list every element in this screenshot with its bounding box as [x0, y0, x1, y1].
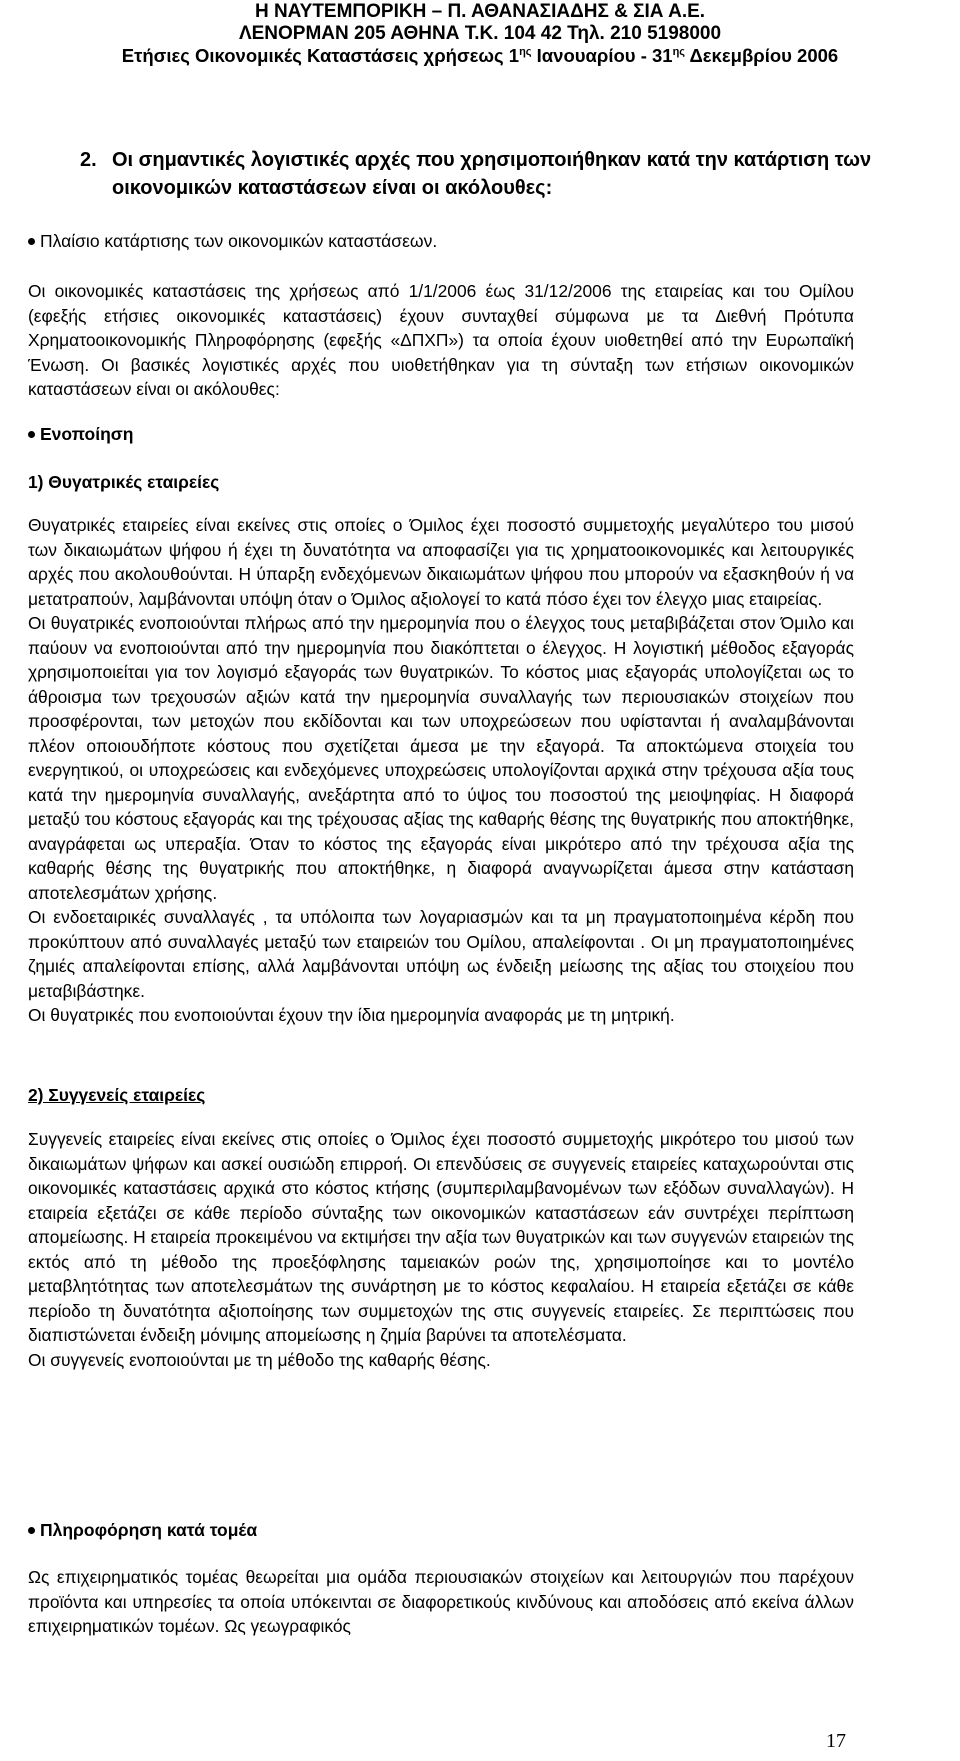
bullet-icon	[28, 1527, 35, 1534]
segments-paragraph: Ως επιχειρηματικός τομέας θεωρείται μια ομάδα περιουσιακών στοιχείων και λειτουργιών που παρέχουν προϊόντα και υπηρεσίες τα οποία υπόκεινται σε διαφορετικούς κινδύνους και αποδόσεις από εκείνα άλλων επιχειρηματικών τομέων. Ως γεωγραφικός	[28, 1567, 854, 1636]
associates-paragraph-2: Οι συγγενείς ενοποιούνται με τη μέθοδο της καθαρής θέσης.	[28, 1349, 491, 1370]
bullet-icon	[28, 431, 35, 438]
section-number: 2.	[80, 149, 97, 171]
page-number: 17	[826, 1730, 846, 1752]
associates-section	[28, 1127, 854, 1372]
subsidiaries-section	[28, 513, 854, 1028]
subsidiaries-heading: 1) Θυγατρικές εταιρείες	[28, 472, 220, 492]
subsidiaries-paragraph-3: Οι ενδοεταιρικές συναλλαγές , τα υπόλοιπα των λογαριασμών και τα μη πραγματοποιημένα κέρδη που προκύπτουν από συναλλαγές μεταξύ των εταιρειών του Ομίλου, απαλείφονται . Οι μη πραγματοποιημένες ζημιές απαλείφονται επίσης, αλλά λαμβάνονται υπόψη ως ένδειξη μείωσης της αξίας του στοιχείου που μεταβιβάστηκε.	[28, 907, 854, 1001]
framework-paragraph: Οι οικονομικές καταστάσεις της χρήσεως από 1/1/2006 έως 31/12/2006 της εταιρείας και του Ομίλου (εφεξής ετήσιες οικονομικές καταστάσεις) έχουν συνταχθεί σύμφωνα με τα Διεθνή Πρότυπα Χρηματοοικονομικής Πληροφόρησης (εφεξής «ΔΠΧΠ») τα οποία έχουν υιοθετηθεί από την Ευρωπαϊκή Ένωση. Οι βασικές λογιστικές αρχές που υιοθετήθηκαν για τη σύνταξη των ετήσιων οικονομικών καταστάσεων είναι οι ακόλουθες:	[28, 281, 854, 399]
bullet-icon	[28, 238, 35, 245]
section-title	[80, 146, 880, 202]
subsidiaries-paragraph-4: Οι θυγατρικές που ενοποιούνται έχουν την ίδια ημερομηνία αναφοράς με τη μητρική.	[28, 1005, 675, 1025]
statements-period: Ετήσιες Οικονομικές Καταστάσεις χρήσεως $1^{\eta\varsigma}$ Ιανουαρίου - $31^{\eta\varsigma}$ Δεκεμβρίου 2006	[121, 45, 839, 66]
associates-heading: 2) Συγγενείς εταιρείες	[28, 1085, 206, 1105]
bullet-framework-text: Πλαίσιο κατάρτισης των οικονομικών καταστάσεων.	[40, 231, 438, 251]
subsidiaries-paragraph-2: Οι θυγατρικές ενοποιούνται πλήρως από την ημερομηνία που ο έλεγχος τους μεταβιβάζεται στον Όμιλο και παύουν να ενοποιούνται από την ημερομηνία που διακόπτεται ο έλεγχος. Η λογιστική μέθοδος εξαγοράς χρησιμοποιείται για τον λογισμό εξαγοράς των θυγατρικών. Το κόστος μιας εξαγοράς υπολογίζεται ως το άθροισμα των τρεχουσών αξιών κατά την ημερομηνία συναλλαγής των περιουσιακών στοιχείων που προσφέρονται, των μετοχών που εκδίδονται και των υποχρεώσεων που υφίστανται ή αναλαμβάνονται πλέον οποιουδήποτε κόστους που σχετίζεται άμεσα με την εξαγορά. Τα αποκτώμενα στοιχεία του ενεργητικού, οι υποχρεώσεις και ενδεχόμενες υποχρεώσεις υπολογίζονται αρχικά στην τρέχουσα αξία τους κατά την ημερομηνία συναλλαγής, ανεξάρτητα από το ύψος του ποσοστού της μειοψηφίας. Η διαφορά μεταξύ του κόστους εξαγοράς και της τρέχουσας αξίας της καθαρής θέσης της θυγατρικής που αποκτήθηκε, αναγράφεται ως υπεραξία. Όταν το κόστος της εξαγοράς είναι μικρότερο από την τρέχουσα αξία της καθαρής θέσης της θυγατρικής που αποκτήθηκε, η διαφορά αναγνωρίζεται άμεσα στην κατάσταση αποτελεσμάτων χρήσης.	[28, 613, 854, 903]
associates-paragraph-1: Συγγενείς εταιρείες είναι εκείνες στις οποίες ο Όμιλος έχει ποσοστό συμμετοχής μικρότερο του μισού των δικαιωμάτων ψήφων και ασκεί ουσιώδη επιρροή. Οι επενδύσεις σε συγγενείς εταιρείες καταχωρούνται στις οικονομικές καταστάσεις αρχικά στο κόστος κτήσης (συμπεριλαμβανομένων των εξόδων συναλλαγών). Η εταιρεία εξετάζει σε κάθε περίοδο σύνταξης των οικονομικών καταστάσεων εάν συντρέχει περίπτωση απομείωσης. Η εταιρεία προκειμένου να εκτιμήσει την αξία των θυγατρικών και των συγγενών εταιρειών της εκτός από τη μέθοδο της προεξόφλησης ταμειακών ροών της, χρησιμοποίησε και το μοντέλο μεταβλητότητας των αποτελεσμάτων της συνάρτηση με το κόστος κεφαλαίου. Η εταιρεία εξετάζει σε κάθε περίοδο τη δυνατότητα αξιοποίησης των συμμετοχών της στις συγγενείς εταιρείες. Σε περιπτώσεις που διαπιστώνεται ένδειξη μόνιμης απομείωσης η ζημία βαρύνει τα αποτελέσματα.	[28, 1129, 854, 1345]
subsidiaries-paragraph-1: Θυγατρικές εταιρείες είναι εκείνες στις οποίες ο Όμιλος έχει ποσοστό συμμετοχής μεγαλύτερο του μισού των δικαιωμάτων ψήφου ή έχει τη δυνατότητα να αποφασίζει για τις χρηματοοικονομικές και λειτουργικές αρχές που ακολουθούνται. Η ύπαρξη ενδεχόμενων δικαιωμάτων ψήφου που μπορούν να εξασκηθούν ή να μετατραπούν, λαμβάνονται υπόψη όταν ο Όμιλος αξιολογεί το κατά πόσο έχει τον έλεγχο μιας εταιρείας.	[28, 515, 854, 609]
section-title-text: Οι σημαντικές λογιστικές αρχές που χρησιμοποιήθηκαν κατά την κατάρτιση των οικονομικών καταστάσεων είναι οι ακόλουθες:	[112, 149, 872, 199]
company-address: ΛΕΝΟΡΜΑΝ 205 ΑΘΗΝΑ Τ.Κ. 104 42 Τηλ. 210 5198000	[238, 23, 722, 44]
company-name: Η ΝΑΥΤΕΜΠΟΡΙΚΗ – Π. ΑΘΑΝΑΣΙΑΔΗΣ & ΣΙΑ Α.Ε.	[254, 1, 706, 22]
bullet-consolidation-text: Ενοποίηση	[40, 424, 134, 444]
bullet-segments-text: Πληροφόρηση κατά τομέα	[40, 1520, 258, 1540]
document-header	[0, 0, 960, 67]
